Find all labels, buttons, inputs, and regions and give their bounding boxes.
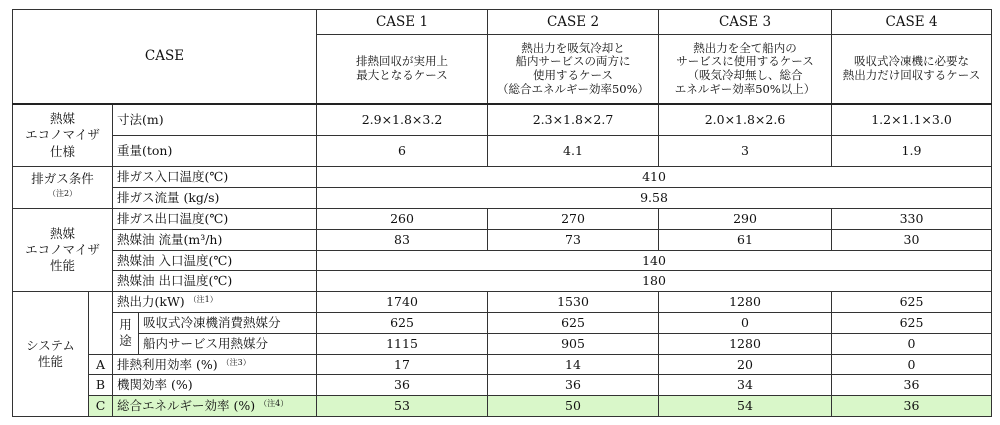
row-letter-c: C xyxy=(89,396,113,417)
cell-oil-flow-3: 61 xyxy=(659,229,832,250)
case-3-header: CASE 3 xyxy=(659,10,832,35)
case-1-header: CASE 1 xyxy=(317,10,488,35)
cell-a-2: 14 xyxy=(488,354,659,375)
row-label-heat-output: 熱出力(kW) $^{(注1)}$ xyxy=(113,292,317,313)
cell-weight-3: 3 xyxy=(659,136,832,167)
row-label-engine-efficiency: 機関効率 (%) xyxy=(113,375,317,396)
row-label-service: 船内サービス用熱媒分 xyxy=(139,333,317,354)
case-1-description: 排熱回収が実用上 最大となるケース xyxy=(317,35,488,105)
cell-size-4: 1.2×1.1×3.0 xyxy=(832,104,992,136)
cell-oil-flow-4: 30 xyxy=(832,229,992,250)
row-label-waste-heat-efficiency: 排熱利用効率 (%) $^{(注3)}$ xyxy=(113,354,317,375)
cell-absorb-3: 0 xyxy=(659,312,832,333)
cell-gas-in-temp: 410 xyxy=(317,167,992,188)
row-label-size: 寸法(m) xyxy=(113,104,317,136)
cell-oil-out-temp: 180 xyxy=(317,271,992,292)
cell-absorb-4: 625 xyxy=(832,312,992,333)
row-label-gas-flow: 排ガス流量 (kg/s) xyxy=(113,188,317,209)
cell-a-3: 20 xyxy=(659,354,832,375)
cell-c-4: 36 xyxy=(832,396,992,417)
cell-absorb-2: 625 xyxy=(488,312,659,333)
case-3-description: 熱出力を全て船内の サービスに使用するケース （吸気冷却無し、総合 エネルギー効率50%以上） xyxy=(659,35,832,105)
table-row xyxy=(13,271,992,292)
row-label-oil-in-temp: 熱媒油 入口温度(℃) xyxy=(113,250,317,271)
table-row xyxy=(13,167,992,188)
row-label-weight: 重量(ton) xyxy=(113,136,317,167)
cell-a-1: 17 xyxy=(317,354,488,375)
table-row xyxy=(13,396,992,417)
cell-service-2: 905 xyxy=(488,333,659,354)
row-label-absorb: 吸収式冷凍機消費熱媒分 xyxy=(139,312,317,333)
group-system-performance: システム 性能 xyxy=(13,292,89,417)
table-row xyxy=(13,312,992,333)
group-use: 用 途 xyxy=(113,312,139,354)
table-row xyxy=(13,375,992,396)
case-2-description: 熱出力を吸気冷却と 船内サービスの両方に 使用するケース （総合エネルギー効率50%） xyxy=(488,35,659,105)
table-row xyxy=(13,136,992,167)
cell-heat-out-3: 1280 xyxy=(659,292,832,313)
cell-service-3: 1280 xyxy=(659,333,832,354)
cell-gas-flow: 9.58 xyxy=(317,188,992,209)
group-exhaust-conditions: 排ガス条件$^{(注2)}$ xyxy=(13,167,113,209)
cell-c-2: 50 xyxy=(488,396,659,417)
group-economizer-spec: 熱媒 エコノマイザ 仕様 xyxy=(13,104,113,167)
table-row xyxy=(13,354,992,375)
table-row xyxy=(13,229,992,250)
cell-a-4: 0 xyxy=(832,354,992,375)
cell-gas-out-3: 290 xyxy=(659,209,832,230)
row-label-oil-out-temp: 熱媒油 出口温度(℃) xyxy=(113,271,317,292)
comparison-table xyxy=(12,9,992,417)
cell-weight-2: 4.1 xyxy=(488,136,659,167)
row-label-oil-flow: 熱媒油 流量(m³/h) xyxy=(113,229,317,250)
case-4-description: 吸収式冷凍機に必要な 熱出力だけ回収するケース xyxy=(832,35,992,105)
row-label-gas-in-temp: 排ガス入口温度(℃) xyxy=(113,167,317,188)
cell-weight-4: 1.9 xyxy=(832,136,992,167)
row-letter-a: A xyxy=(89,354,113,375)
cell-size-3: 2.0×1.8×2.6 xyxy=(659,104,832,136)
case-header-label: CASE xyxy=(13,10,317,105)
cell-heat-out-4: 625 xyxy=(832,292,992,313)
row-letter-b: B xyxy=(89,375,113,396)
cell-c-1: 53 xyxy=(317,396,488,417)
cell-heat-out-1: 1740 xyxy=(317,292,488,313)
cell-size-1: 2.9×1.8×3.2 xyxy=(317,104,488,136)
cell-service-4: 0 xyxy=(832,333,992,354)
system-spacer xyxy=(89,292,113,355)
cell-b-1: 36 xyxy=(317,375,488,396)
cell-weight-1: 6 xyxy=(317,136,488,167)
cell-b-4: 36 xyxy=(832,375,992,396)
cell-b-2: 36 xyxy=(488,375,659,396)
cell-oil-flow-2: 73 xyxy=(488,229,659,250)
table-row xyxy=(13,292,992,313)
cell-gas-out-4: 330 xyxy=(832,209,992,230)
row-label-gas-out-temp: 排ガス出口温度(℃) xyxy=(113,209,317,230)
cell-heat-out-2: 1530 xyxy=(488,292,659,313)
table-row xyxy=(13,250,992,271)
cell-b-3: 34 xyxy=(659,375,832,396)
cell-gas-out-2: 270 xyxy=(488,209,659,230)
table-row xyxy=(13,104,992,136)
table-row xyxy=(13,333,992,354)
cell-service-1: 1115 xyxy=(317,333,488,354)
case-2-header: CASE 2 xyxy=(488,10,659,35)
case-4-header: CASE 4 xyxy=(832,10,992,35)
row-label-total-efficiency: 総合エネルギー効率 (%) $^{(注4)}$ xyxy=(113,396,317,417)
cell-gas-out-1: 260 xyxy=(317,209,488,230)
cell-oil-flow-1: 83 xyxy=(317,229,488,250)
cell-size-2: 2.3×1.8×2.7 xyxy=(488,104,659,136)
table-row xyxy=(13,188,992,209)
cell-oil-in-temp: 140 xyxy=(317,250,992,271)
table-row xyxy=(13,209,992,230)
cell-absorb-1: 625 xyxy=(317,312,488,333)
cell-c-3: 54 xyxy=(659,396,832,417)
group-economizer-performance: 熱媒 エコノマイザ 性能 xyxy=(13,209,113,292)
